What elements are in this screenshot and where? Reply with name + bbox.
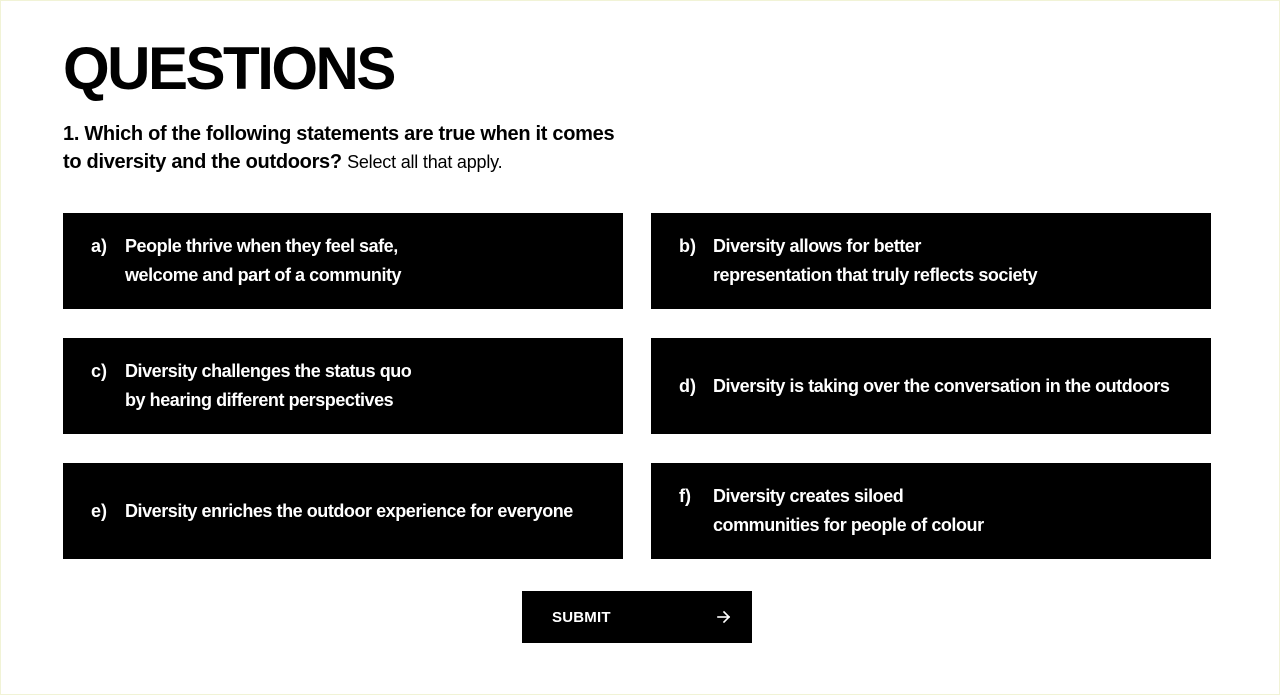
option-e[interactable]	[63, 463, 623, 559]
question-hint: Select all that apply.	[347, 152, 503, 172]
option-letter: c)	[91, 361, 108, 381]
option-letter: e)	[91, 500, 108, 521]
option-b[interactable]	[651, 213, 1211, 309]
option-letter: a)	[91, 236, 108, 256]
option-text: Diversity creates siloed communities for people of colour	[713, 486, 984, 535]
option-letter: f)	[679, 486, 691, 506]
option-f[interactable]	[651, 463, 1211, 559]
option-letter: b)	[679, 236, 696, 256]
question-prompt	[63, 120, 623, 176]
option-text: Diversity is taking over the conversation in the outdoors	[713, 375, 1170, 396]
submit-button[interactable]	[522, 591, 752, 643]
question-text: 1. Which of the following statements are true when it comes to diversity and the outdoors?	[63, 123, 615, 173]
option-text: Diversity challenges the status quo by hearing different perspectives	[125, 361, 412, 410]
submit-label: SUBMIT	[552, 608, 611, 626]
arrow-right-icon	[716, 609, 732, 625]
option-text: People thrive when they feel safe, welcome and part of a community	[125, 236, 402, 285]
option-letter: d)	[679, 375, 696, 396]
option-a[interactable]	[63, 213, 623, 309]
option-d[interactable]	[651, 338, 1211, 434]
option-text: Diversity enriches the outdoor experience for everyone	[125, 500, 573, 521]
option-c[interactable]	[63, 338, 623, 434]
answer-options	[63, 213, 1211, 559]
page-title: QUESTIONS	[63, 35, 394, 102]
option-text: Diversity allows for better representation that truly reflects society	[713, 236, 1038, 285]
